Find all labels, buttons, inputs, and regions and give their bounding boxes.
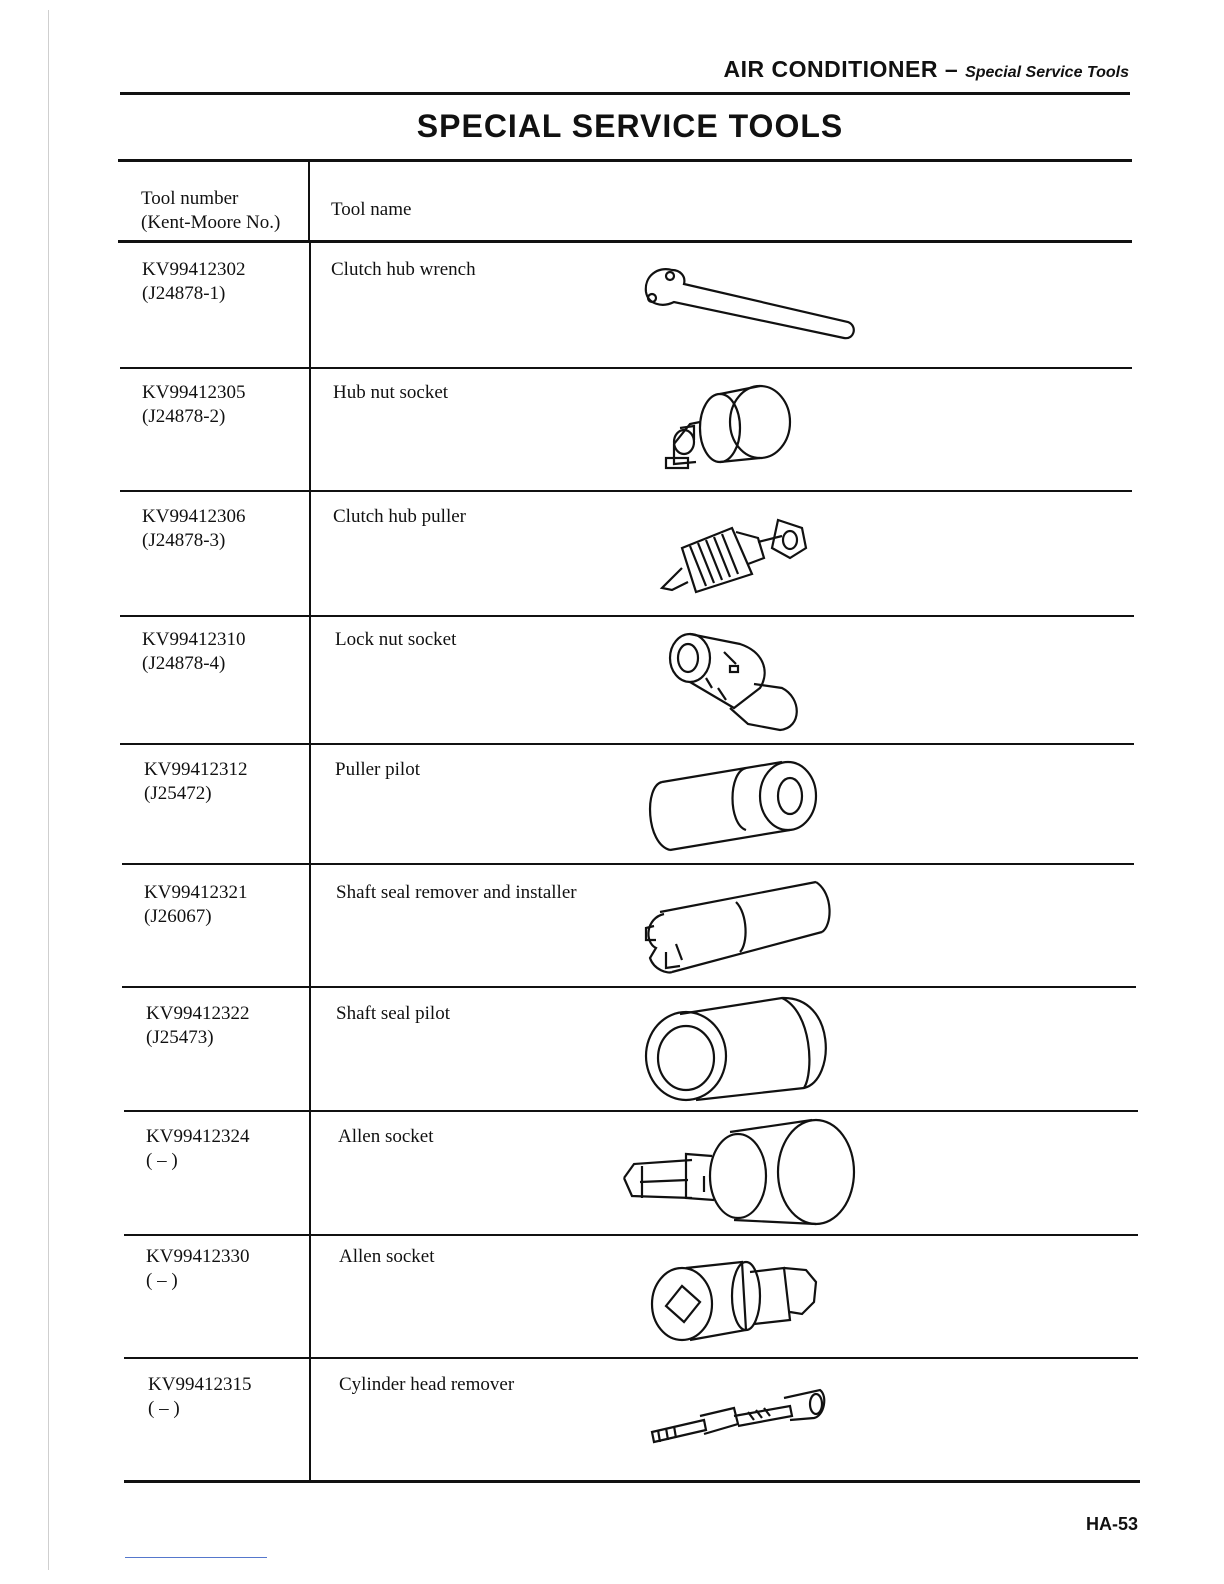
tool-number: KV99412305	[142, 382, 246, 403]
tool-number-cell	[146, 1245, 249, 1293]
tool-name: Allen socket	[339, 1246, 435, 1267]
row-rule	[124, 1110, 1138, 1112]
tool-number-cell	[144, 881, 247, 929]
kent-moore-number: ( – )	[148, 1398, 180, 1419]
shaft-seal-remover-icon	[636, 878, 834, 978]
row-rule	[122, 863, 1134, 865]
footer-link-underline	[125, 1557, 267, 1558]
allen-socket-icon	[646, 1258, 822, 1346]
tool-number: KV99412330	[146, 1246, 250, 1267]
tool-number-cell	[146, 1125, 249, 1173]
tool-number-cell	[148, 1373, 251, 1421]
clutch-hub-puller-icon	[652, 508, 812, 602]
tool-name: Puller pilot	[335, 759, 420, 780]
table-header-rule	[118, 240, 1132, 243]
kent-moore-number: (J26067)	[144, 906, 212, 927]
puller-pilot-icon	[642, 758, 820, 856]
tool-number: KV99412310	[142, 629, 246, 650]
kent-moore-number: ( – )	[146, 1150, 178, 1171]
binding-margin-line	[48, 10, 49, 1570]
tool-number: KV99412306	[142, 506, 246, 527]
column-header-tool-number: Tool number (Kent-Moore No.)	[141, 188, 281, 233]
tool-number-cell	[142, 505, 245, 553]
row-rule	[120, 490, 1132, 492]
page-number: HA-53	[1085, 1514, 1138, 1534]
subsection-name: Special Service Tools	[965, 64, 1129, 81]
row-rule	[120, 743, 1134, 745]
row-rule	[122, 986, 1136, 988]
tool-name: Shaft seal remover and installer	[336, 882, 577, 903]
header-column-divider	[308, 160, 310, 242]
tool-number: KV99412312	[144, 759, 248, 780]
tool-number: KV99412315	[148, 1374, 252, 1395]
kent-moore-number: (J24878-4)	[142, 653, 226, 674]
row-rule	[120, 367, 1132, 369]
tool-number-cell	[144, 758, 247, 806]
table-top-rule	[118, 159, 1132, 162]
tool-name: Shaft seal pilot	[336, 1003, 450, 1024]
kent-moore-number: ( – )	[146, 1270, 178, 1291]
tool-number: KV99412302	[142, 259, 246, 280]
page-title: SPECIAL SERVICE TOOLS	[416, 108, 844, 144]
kent-moore-number: (J24878-2)	[142, 406, 226, 427]
section-name: AIR CONDITIONER	[723, 56, 938, 82]
row-rule	[124, 1357, 1138, 1359]
section-header: AIR CONDITIONER – Special Service Tools	[723, 56, 1129, 82]
tool-number: KV99412324	[146, 1126, 250, 1147]
tool-name: Clutch hub puller	[333, 506, 466, 527]
hub-nut-socket-icon	[660, 382, 800, 482]
row-rule	[120, 615, 1134, 617]
kent-moore-number: (J25473)	[146, 1027, 214, 1048]
tool-name: Hub nut socket	[333, 382, 449, 403]
tool-name: Lock nut socket	[335, 629, 457, 650]
tool-name: Cylinder head remover	[339, 1374, 515, 1395]
row-rule	[124, 1234, 1138, 1236]
kent-moore-number: (J25472)	[144, 783, 212, 804]
tool-number-cell	[146, 1002, 249, 1050]
tool-name: Clutch hub wrench	[331, 259, 476, 280]
clutch-hub-wrench-icon	[632, 262, 862, 344]
tool-name: Allen socket	[338, 1126, 434, 1147]
kent-moore-number: (J24878-3)	[142, 530, 226, 551]
header-rule	[120, 92, 1130, 95]
tool-number-cell	[142, 628, 245, 676]
allen-socket-icon	[616, 1116, 862, 1230]
kent-moore-number: (J24878-1)	[142, 283, 226, 304]
tool-number-cell	[142, 381, 245, 429]
cylinder-head-remover-icon	[644, 1386, 828, 1448]
tool-number-cell	[142, 258, 245, 306]
column-header-tool-name: Tool name	[331, 199, 412, 220]
lock-nut-socket-icon	[664, 628, 806, 736]
tool-number: KV99412321	[144, 882, 248, 903]
shaft-seal-pilot-icon	[640, 992, 832, 1110]
table-bottom-rule	[124, 1480, 1140, 1483]
column-divider	[309, 242, 311, 1482]
tool-number: KV99412322	[146, 1003, 250, 1024]
